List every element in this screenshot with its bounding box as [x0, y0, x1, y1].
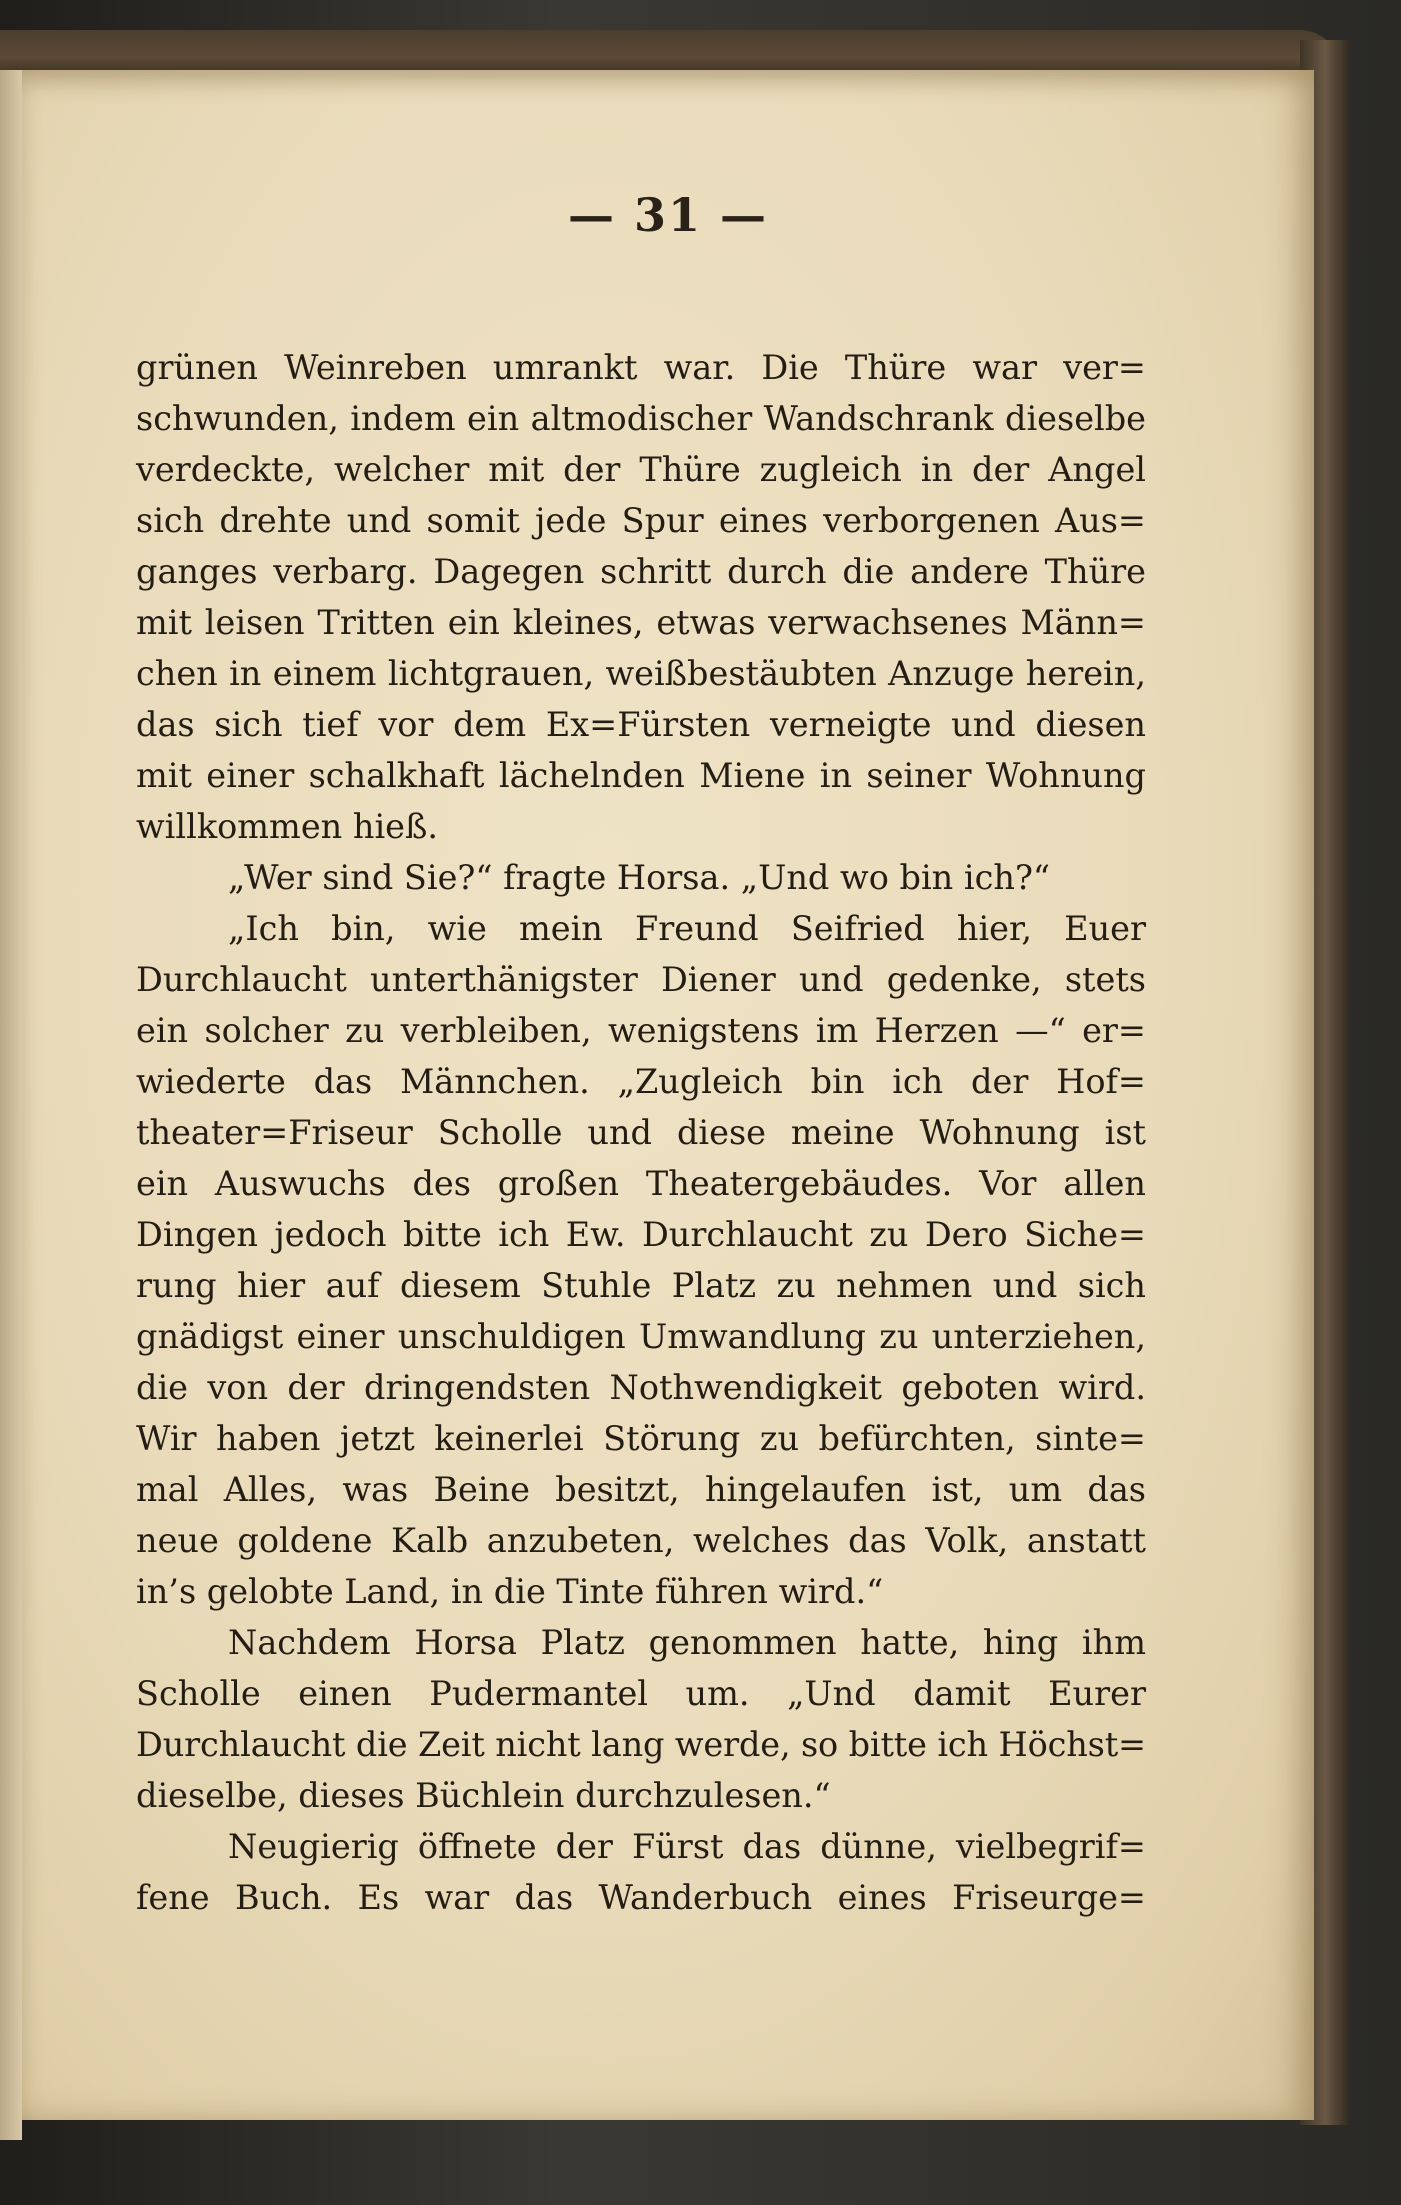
text-line: Wir haben jetzt keinerlei Störung zu befürchten, sinte=	[136, 1419, 1146, 1458]
text-line: Neugierig öffnete der Fürst das dünne, vielbegrif=	[228, 1827, 1146, 1866]
text-line: neue goldene Kalb anzubeten, welches das Volk, anstatt	[136, 1521, 1146, 1560]
text-line: ein Auswuchs des großen Theatergebäudes. Vor allen	[136, 1164, 1146, 1203]
page-edge	[0, 70, 22, 2140]
text-line: „Ich bin, wie mein Freund Seifried hier, Euer	[228, 909, 1146, 948]
book-page	[22, 70, 1314, 2120]
text-line: ein solcher zu verbleiben, wenigstens im Herzen —“ er=	[136, 1011, 1146, 1050]
text-line: schwunden, indem ein altmodischer Wandschrank dieselbe	[136, 399, 1146, 438]
text-line: mal Alles, was Beine besitzt, hingelaufen ist, um das	[136, 1470, 1146, 1509]
text-line: wiederte das Männchen. „Zugleich bin ich der Hof=	[136, 1062, 1146, 1101]
text-line: verdeckte, welcher mit der Thüre zugleich in der Angel	[136, 450, 1146, 489]
text-line: in’s gelobte Land, in die Tinte führen wird.“	[136, 1572, 884, 1611]
text-line: sich drehte und somit jede Spur eines verborgenen Aus=	[136, 501, 1146, 540]
text-line: gnädigst einer unschuldigen Umwandlung zu unterziehen,	[136, 1317, 1146, 1356]
text-line: Scholle einen Pudermantel um. „Und damit Eurer	[136, 1674, 1146, 1713]
text-line: rung hier auf diesem Stuhle Platz zu nehmen und sich	[136, 1266, 1146, 1305]
text-line: chen in einem lichtgrauen, weißbestäubten Anzuge herein,	[136, 654, 1146, 693]
page-number: — 31 —	[567, 188, 769, 242]
text-line: mit einer schalkhaft lächelnden Miene in seiner Wohnung	[136, 756, 1146, 795]
text-line: Durchlaucht unterthänigster Diener und gedenke, stets	[136, 960, 1146, 999]
text-line: Durchlaucht die Zeit nicht lang werde, so bitte ich Höchst=	[136, 1725, 1146, 1764]
body-text	[136, 342, 1146, 1923]
text-line: die von der dringendsten Nothwendigkeit geboten wird.	[136, 1368, 1146, 1407]
text-line: Nachdem Horsa Platz genommen hatte, hing ihm	[228, 1623, 1146, 1662]
text-line: Dingen jedoch bitte ich Ew. Durchlaucht zu Dero Siche=	[136, 1215, 1146, 1254]
text-line: das sich tief vor dem Ex=Fürsten verneigte und diesen	[136, 705, 1146, 744]
text-line: willkommen hieß.	[136, 807, 439, 846]
text-line: mit leisen Tritten ein kleines, etwas verwachsenes Männ=	[136, 603, 1146, 642]
text-line: grünen Weinreben umrankt war. Die Thüre war ver=	[136, 348, 1146, 387]
text-line: „Wer sind Sie?“ fragte Horsa. „Und wo bin ich?“	[228, 858, 1051, 897]
text-line: dieselbe, dieses Büchlein durchzulesen.“	[136, 1776, 831, 1815]
text-line: ganges verbarg. Dagegen schritt durch die andere Thüre	[136, 552, 1146, 591]
text-line: fene Buch. Es war das Wanderbuch eines Friseurge=	[136, 1878, 1146, 1917]
text-line: theater=Friseur Scholle und diese meine Wohnung ist	[136, 1113, 1146, 1152]
